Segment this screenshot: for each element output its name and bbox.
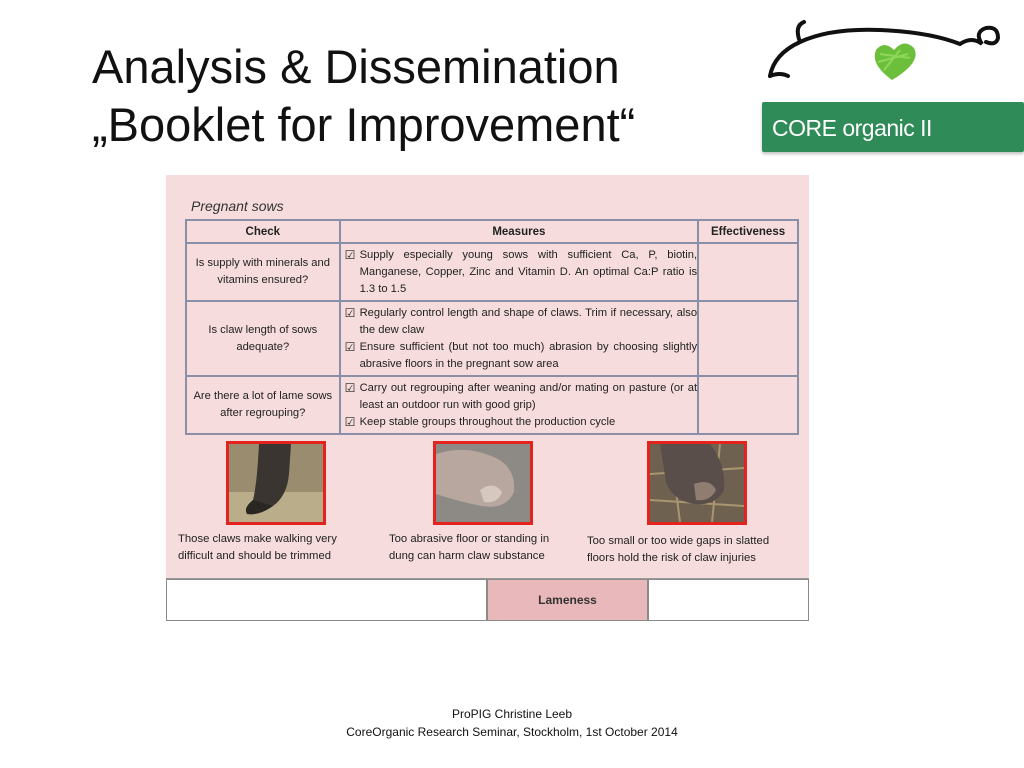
check-question: Is supply with minerals and vitamins ensured? [186, 243, 340, 301]
core-organic-logo [760, 14, 1024, 154]
measures-cell [340, 301, 699, 376]
footer-author: ProPIG Christine Leeb [451, 707, 573, 721]
effectiveness-cell [698, 376, 798, 434]
checkbox-icon: ☑ [344, 339, 356, 354]
column-header-measures: Measures [340, 220, 699, 243]
effectiveness-cell [698, 243, 798, 301]
logo-text [772, 115, 932, 142]
table-row [186, 301, 798, 376]
measure-text: Supply especially young sows with sufficient Ca, P, biotin, Manganese, Copper, Zinc and Vitamin D. An optimal Ca:P ratio is 1.3 to 1.5 [359, 248, 698, 295]
table-row [186, 243, 798, 301]
measure-text: Carry out regrouping after weaning and/or mating on pasture (or at least an outdoor run with good grip) [359, 381, 698, 411]
checkbox-icon: ☑ [344, 247, 356, 262]
category-footer-row [166, 578, 809, 620]
measure-text: Ensure sufficient (but not too much) abrasion by choosing slightly abrasive floors in the pregnant sow area [359, 340, 698, 370]
checklist-table [185, 219, 799, 435]
overgrown-claw-photo [226, 441, 326, 525]
slide-title [92, 38, 732, 154]
table-row [186, 376, 798, 434]
slatted-floor-claw-photo [647, 441, 747, 525]
check-question: Is claw length of sows adequate? [186, 301, 340, 376]
measure-item [345, 339, 698, 373]
logo-banner [762, 102, 1024, 152]
abraded-claw-photo [433, 441, 533, 525]
measures-cell [340, 243, 699, 301]
checkbox-icon: ☑ [344, 305, 356, 320]
slide-footer [300, 705, 724, 741]
measure-text: Regularly control length and shape of claws. Trim if necessary, also the dew claw [359, 306, 698, 336]
section-title: Pregnant sows [191, 198, 284, 214]
category-label: Lameness [487, 579, 648, 621]
measure-item [345, 305, 698, 339]
pig-heart-icon [760, 14, 1024, 104]
photo-caption: Those claws make walking very difficult and should be trimmed [178, 533, 337, 562]
effectiveness-cell [698, 301, 798, 376]
footer-cell-empty [648, 579, 809, 621]
slide-title-line-2: „Booklet for Improvement“ [92, 98, 636, 151]
measure-text: Keep stable groups throughout the production cycle [359, 415, 616, 428]
table-header-row [186, 220, 798, 243]
checkbox-icon: ☑ [344, 414, 356, 429]
footer-cell-empty [166, 579, 487, 621]
measure-item [345, 380, 698, 414]
measure-item [345, 247, 698, 298]
check-question: Are there a lot of lame sows after regrouping? [186, 376, 340, 434]
photo-caption: Too small or too wide gaps in slatted floors hold the risk of claw injuries [587, 535, 770, 564]
slide-title-line-1: Analysis & Dissemination [92, 40, 620, 93]
footer-event: CoreOrganic Research Seminar, Stockholm, 1st October 2014 [346, 725, 678, 739]
measure-item [345, 414, 698, 431]
measures-cell [340, 376, 699, 434]
photo-caption: Too abrasive floor or standing in dung can harm claw substance [389, 533, 550, 562]
column-header-effectiveness: Effectiveness [698, 220, 798, 243]
logo-text-core: CORE [772, 115, 837, 141]
checkbox-icon: ☑ [344, 380, 356, 395]
booklet-excerpt-image [166, 175, 809, 620]
column-header-check: Check [186, 220, 340, 243]
logo-text-organic: organic II [842, 115, 932, 141]
